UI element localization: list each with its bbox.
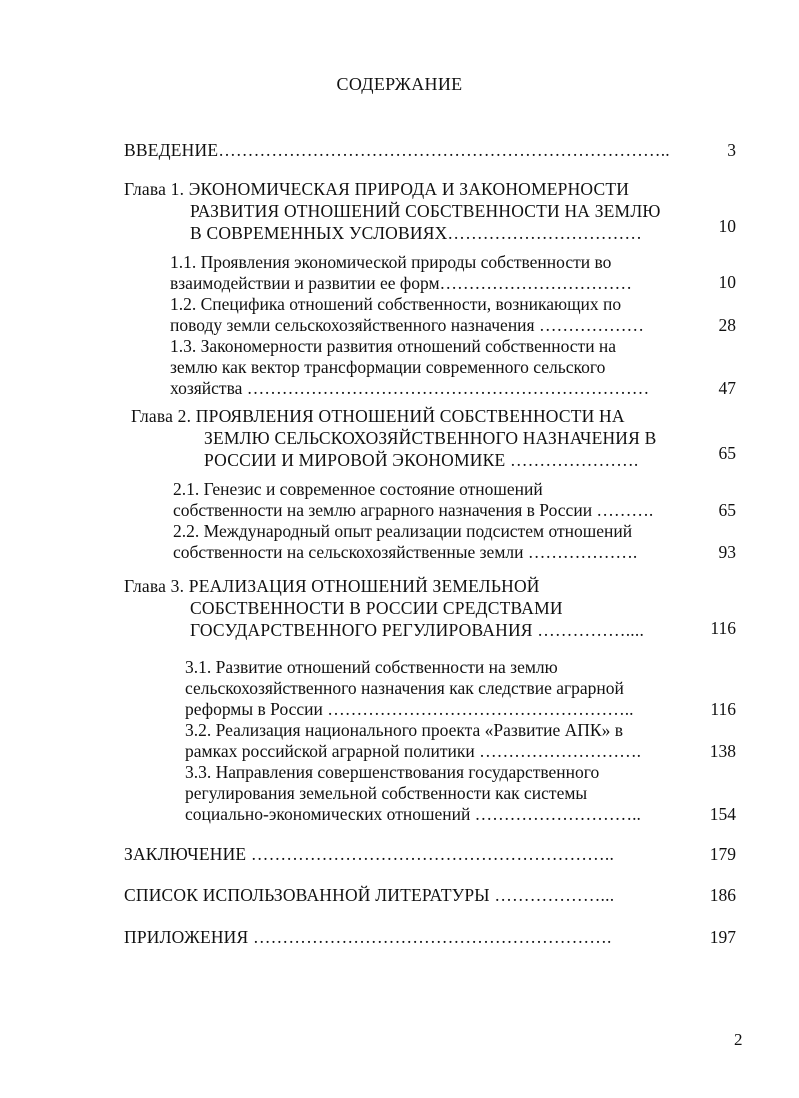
- toc-ch1-s1-page: 10: [718, 272, 736, 292]
- toc-ch3-s2-line1: 3.2. Реализация национального проекта «Развитие АПК» в: [185, 720, 623, 740]
- toc-ch3-s3-page: 154: [709, 804, 736, 824]
- toc-ch2-page: 65: [718, 443, 736, 463]
- toc-ch3-s1-page: 116: [710, 699, 736, 719]
- toc-ch2-s2-line2: собственности на сельскохозяйственные земли ……………….: [173, 542, 638, 562]
- toc-ch2-line3: РОССИИ И МИРОВОЙ ЭКОНОМИКЕ ………………….: [204, 450, 639, 470]
- toc-ch3-s1-line3: реформы в России ……………………………………………..: [185, 699, 634, 719]
- page-title: СОДЕРЖАНИЕ: [336, 74, 463, 94]
- toc-ch2-s1-line1: 2.1. Генезис и современное состояние отношений: [173, 479, 543, 499]
- toc-ch1-s3-line2: землю как вектор трансформации современного сельского: [170, 357, 606, 377]
- toc-ch3-s3-line1: 3.3. Направления совершенствования государственного: [185, 762, 600, 782]
- toc-ch3-line2: СОБСТВЕННОСТИ В РОССИИ СРЕДСТВАМИ: [190, 598, 563, 618]
- toc-ch1-s2-line1: 1.2. Специфика отношений собственности, возникающих по: [170, 294, 622, 314]
- toc-ch1-s1-line1: 1.1. Проявления экономической природы собственности во: [170, 252, 612, 272]
- toc-ch3-s3-line3: социально-экономических отношений ………………………..: [185, 804, 641, 824]
- toc-intro-page: 3: [727, 140, 736, 160]
- toc-references-page: 186: [709, 885, 736, 905]
- toc-ch1-line1: Глава 1. ЭКОНОМИЧЕСКАЯ ПРИРОДА И ЗАКОНОМЕРНОСТИ: [124, 179, 630, 199]
- toc-ch1-page: 10: [718, 216, 736, 236]
- toc-ch2-s1-page: 65: [718, 500, 736, 520]
- toc-ch1-s3-page: 47: [718, 378, 736, 398]
- toc-ch1-s1-line2: взаимодействии и развитии ее форм……………………………: [170, 273, 633, 293]
- toc-appendix-page: 197: [709, 927, 736, 947]
- toc-ch2-s1-line2: собственности на землю аграрного назначения в России ……….: [173, 500, 654, 520]
- toc-appendix-text: ПРИЛОЖЕНИЯ …………………………………………………….: [124, 927, 612, 947]
- toc-references-text: СПИСОК ИСПОЛЬЗОВАННОЙ ЛИТЕРАТУРЫ ………………...: [124, 885, 615, 905]
- toc-ch2-line1: Глава 2. ПРОЯВЛЕНИЯ ОТНОШЕНИЙ СОБСТВЕННОСТИ НА: [131, 406, 625, 426]
- toc-conclusion-text: ЗАКЛЮЧЕНИЕ ……………………………………………………..: [124, 844, 615, 864]
- toc-intro-text: ВВЕДЕНИЕ…………………………………………………………………..: [124, 140, 670, 160]
- toc-ch1-line2: РАЗВИТИЯ ОТНОШЕНИЙ СОБСТВЕННОСТИ НА ЗЕМЛЮ: [190, 201, 661, 221]
- toc-ch3-page: 116: [710, 618, 736, 638]
- toc-conclusion-page: 179: [709, 844, 736, 864]
- toc-ch3-line3: ГОСУДАРСТВЕННОГО РЕГУЛИРОВАНИЯ ……………....: [190, 620, 645, 640]
- toc-ch3-s3-line2: регулирования земельной собственности как системы: [185, 783, 588, 803]
- toc-ch1-s3-line3: хозяйства ……………………………………………………………: [170, 378, 650, 398]
- page-number: 2: [734, 1030, 743, 1049]
- toc-ch1-s2-page: 28: [718, 315, 736, 335]
- toc-ch2-s2-line1: 2.2. Международный опыт реализации подсистем отношений: [173, 521, 633, 541]
- toc-ch2-s2-page: 93: [718, 542, 736, 562]
- toc-ch3-s1-line1: 3.1. Развитие отношений собственности на землю: [185, 657, 558, 677]
- toc-ch2-line2: ЗЕМЛЮ СЕЛЬСКОХОЗЯЙСТВЕННОГО НАЗНАЧЕНИЯ В: [204, 428, 657, 448]
- toc-ch3-s2-page: 138: [709, 741, 736, 761]
- toc-ch3-s2-line2: рамках российской аграрной политики ……………………….: [185, 741, 641, 761]
- toc-ch1-s2-line2: поводу земли сельскохозяйственного назначения ………………: [170, 315, 644, 335]
- toc-ch1-s3-line1: 1.3. Закономерности развития отношений собственности на: [170, 336, 617, 356]
- toc-ch3-s1-line2: сельскохозяйственного назначения как следствие аграрной: [185, 678, 624, 698]
- toc-ch3-line1: Глава 3. РЕАЛИЗАЦИЯ ОТНОШЕНИЙ ЗЕМЕЛЬНОЙ: [124, 576, 540, 596]
- toc-ch1-line3: В СОВРЕМЕННЫХ УСЛОВИЯХ……………………………: [190, 223, 643, 243]
